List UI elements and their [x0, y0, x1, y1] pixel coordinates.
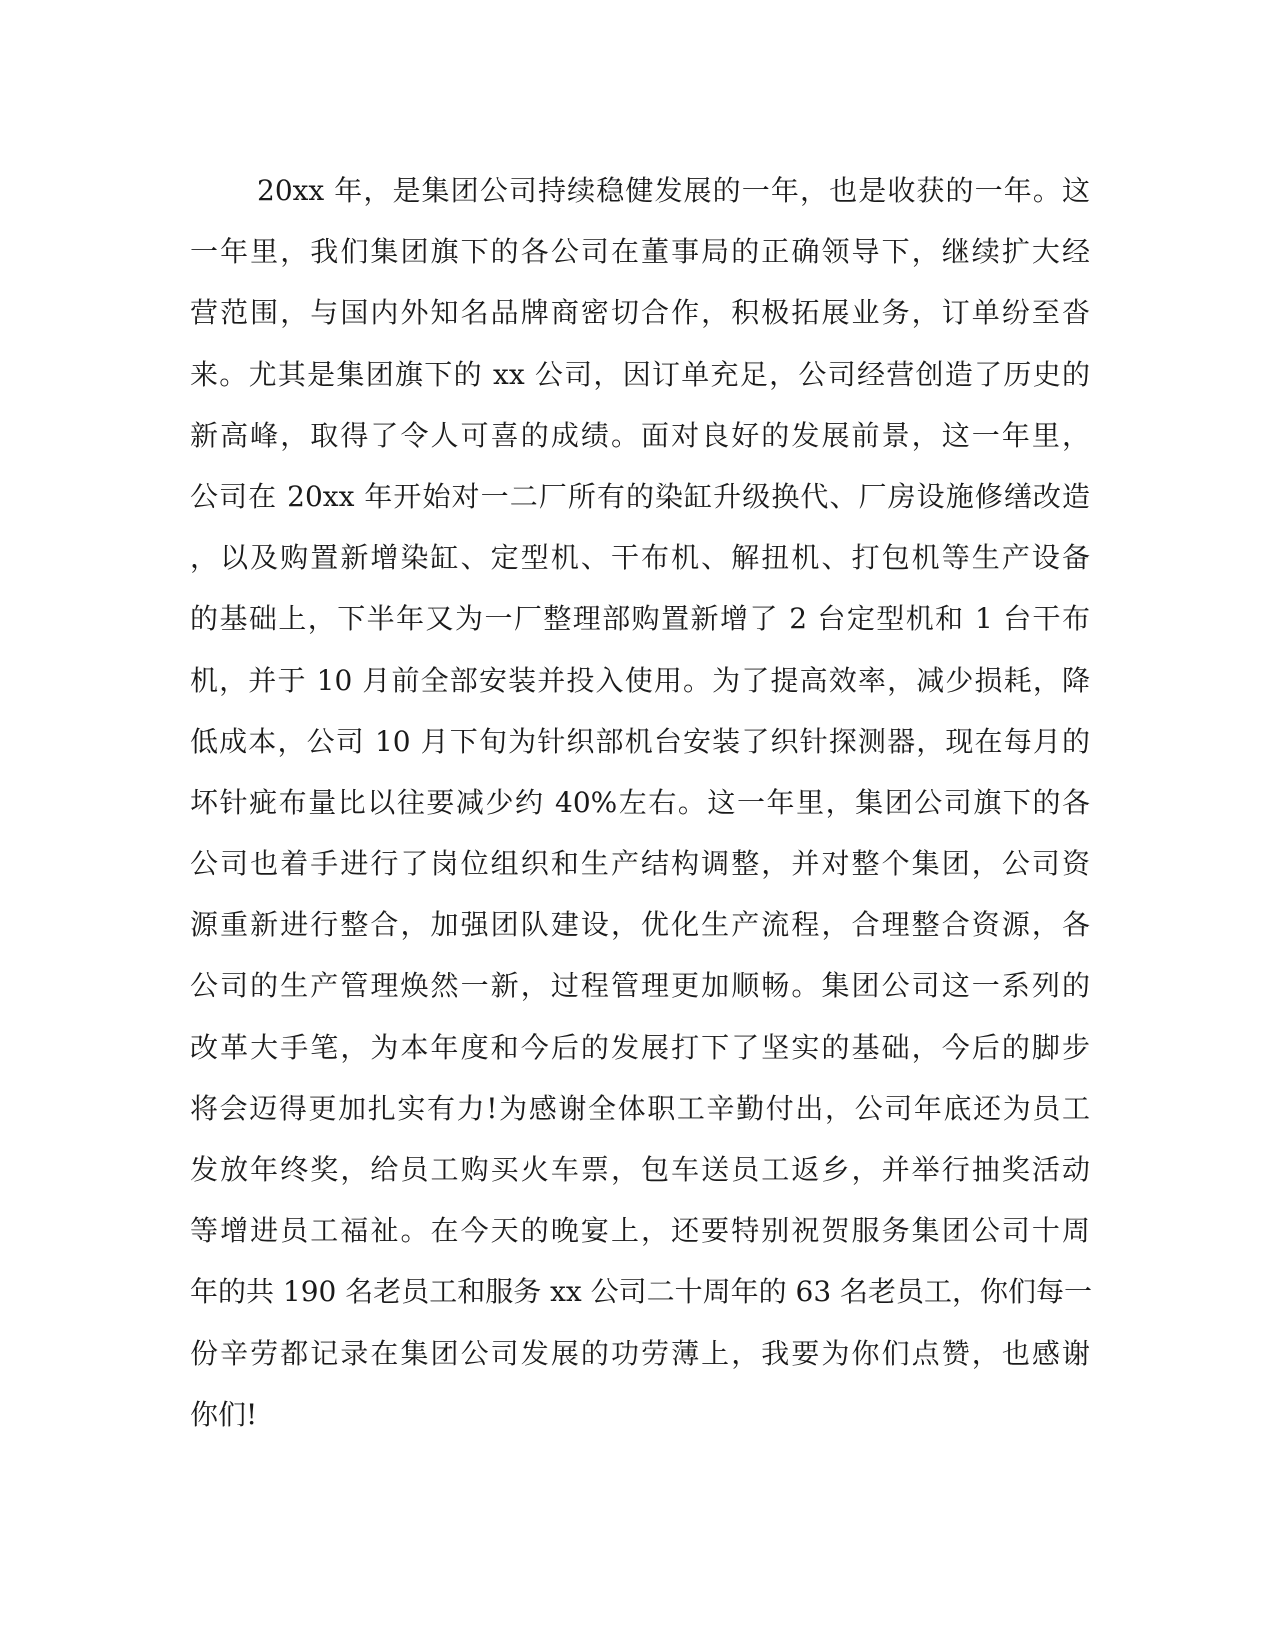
- paragraph-line-7: ，以及购置新增染缸、定型机、干布机、解扭机、打包机等生产设备: [190, 541, 1090, 575]
- paragraph-line-5: 新高峰，取得了令人可喜的成绩。面对良好的发展前景，这一年里，: [190, 418, 1090, 452]
- paragraph-line-10: 低成本，公司 10 月下旬为针织部机台安装了织针探测器，现在每月的: [190, 724, 1090, 758]
- paragraph-line-6: 公司在 20xx 年开始对一二厂所有的染缸升级换代、厂房设施修缮改造: [190, 479, 1090, 513]
- paragraph-line-2: 一年里，我们集团旗下的各公司在董事局的正确领导下，继续扩大经: [190, 235, 1090, 269]
- paragraph-line-17: 发放年终奖，给员工购买火车票，包车送员工返乡，并举行抽奖活动: [190, 1153, 1090, 1186]
- paragraph-line-13: 源重新进行整合，加强团队建设，优化生产流程，合理整合资源，各: [190, 908, 1090, 942]
- paragraph-line-21: 你们!: [190, 1397, 258, 1431]
- paragraph-line-16: 将会迈得更加扎实有力!为感谢全体职工辛勤付出，公司年底还为员工: [190, 1091, 1090, 1125]
- body-paragraph: [190, 160, 1093, 1445]
- paragraph-line-4: 来。尤其是集团旗下的 xx 公司，因订单充足，公司经营创造了历史的: [190, 357, 1090, 391]
- paragraph-line-14: 公司的生产管理焕然一新，过程管理更加顺畅。集团公司这一系列的: [190, 969, 1090, 1003]
- paragraph-line-1: 20xx 年，是集团公司持续稳健发展的一年，也是收获的一年。这: [257, 174, 1090, 207]
- paragraph-line-8: 的基础上，下半年又为一厂整理部购置新增了 2 台定型机和 1 台干布: [190, 602, 1090, 636]
- paragraph-line-12: 公司也着手进行了岗位组织和生产结构调整，并对整个集团，公司资: [190, 847, 1090, 881]
- paragraph-line-15: 改革大手笔，为本年度和今后的发展打下了坚实的基础，今后的脚步: [190, 1030, 1090, 1064]
- paragraph-line-19: 年的共 190 名老员工和服务 xx 公司二十周年的 63 名老员工，你们每一: [190, 1275, 1093, 1309]
- paragraph-line-18: 等增进员工福祉。在今天的晚宴上，还要特别祝贺服务集团公司十周: [190, 1214, 1090, 1248]
- paragraph-line-3: 营范围，与国内外知名品牌商密切合作，积极拓展业务，订单纷至沓: [190, 296, 1090, 330]
- paragraph-line-20: 份辛劳都记录在集团公司发展的功劳薄上，我要为你们点赞，也感谢: [190, 1336, 1090, 1370]
- paragraph-line-11: 坏针疵布量比以往要减少约 40%左右。这一年里，集团公司旗下的各: [190, 785, 1090, 819]
- paragraph-line-9: 机，并于 10 月前全部安装并投入使用。为了提高效率，减少损耗，降: [190, 663, 1090, 697]
